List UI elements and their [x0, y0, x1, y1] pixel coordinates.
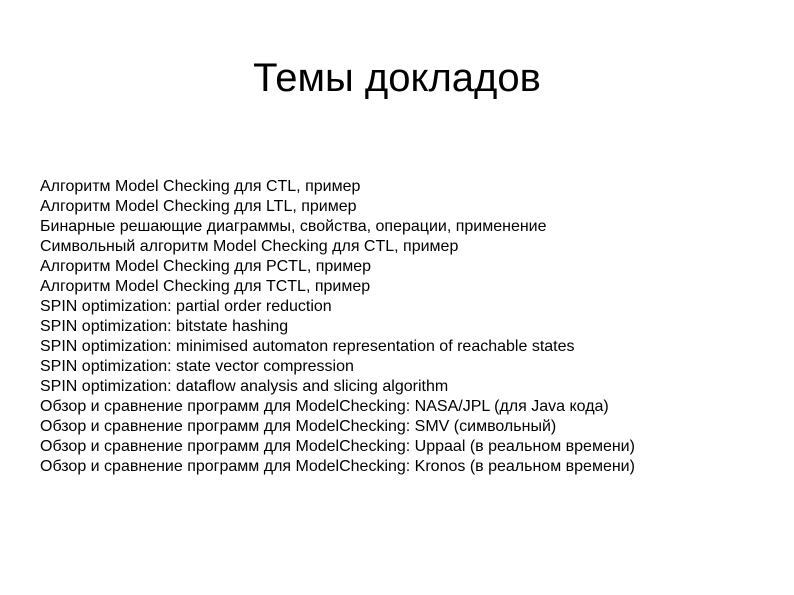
topic-item: Алгоритм Model Checking для PCTL, пример	[40, 258, 372, 275]
topic-item: SPIN optimization: dataflow analysis and slicing algorithm	[40, 378, 449, 395]
topic-item: Обзор и сравнение программ для ModelChecking: SMV (символьный)	[40, 418, 557, 435]
topic-item: Символьный алгоритм Model Checking для CTL, пример	[40, 238, 459, 255]
topic-item: Бинарные решающие диаграммы, свойства, операции, применение	[40, 218, 547, 235]
topic-item: SPIN optimization: state vector compression	[40, 358, 354, 375]
topic-item: Обзор и сравнение программ для ModelChecking: Kronos (в реальном времени)	[40, 458, 635, 475]
topic-item: Алгоритм Model Checking для TCTL, пример	[40, 278, 371, 295]
topic-item: Алгоритм Model Checking для LTL, пример	[40, 198, 357, 215]
topic-list	[40, 177, 770, 477]
topic-item: SPIN optimization: minimised automaton representation of reachable states	[40, 338, 575, 355]
topic-item: Алгоритм Model Checking для CTL, пример	[40, 178, 361, 195]
topic-item: Обзор и сравнение программ для ModelChecking: Uppaal (в реальном времени)	[40, 438, 635, 455]
slide-title: Темы докладов	[253, 56, 541, 100]
topic-item: SPIN optimization: partial order reduction	[40, 298, 332, 315]
topic-item: Обзор и сравнение программ для ModelChecking: NASA/JPL (для Java кода)	[40, 398, 609, 415]
topic-item: SPIN optimization: bitstate hashing	[40, 318, 289, 335]
